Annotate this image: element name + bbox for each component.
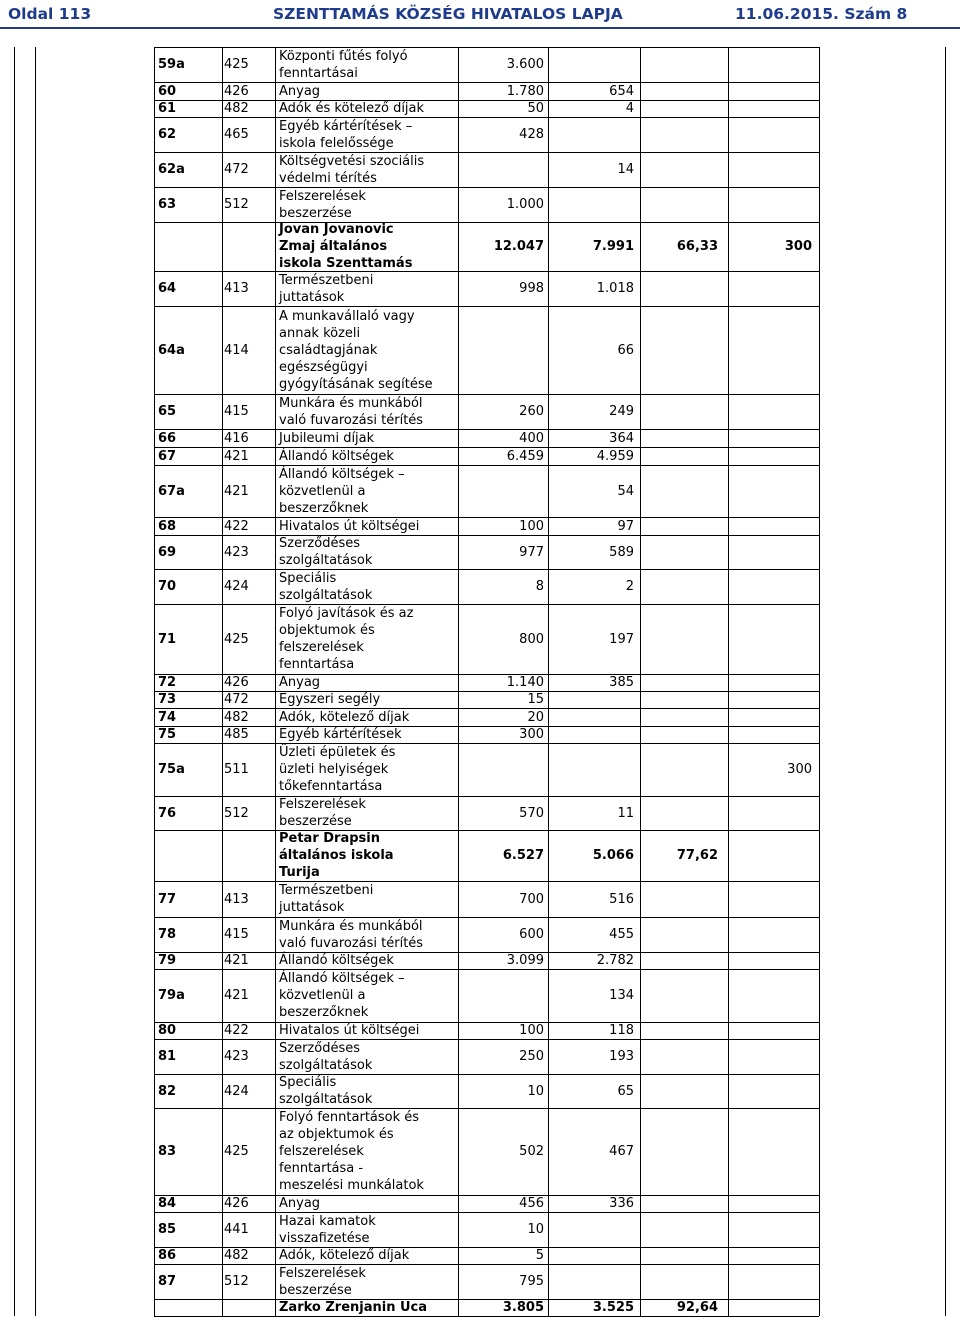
amount-plan: 800 [519, 631, 544, 647]
row-number: 81 [158, 1049, 177, 1064]
amount-percent: 92,64 [676, 1300, 718, 1315]
amount-realized: 97 [617, 518, 634, 534]
row-number: 59a [158, 57, 185, 72]
row-description: Jovan Jovanovic Zmaj általános iskola Szenttamás [279, 222, 413, 271]
row-description: Természetbeni juttatások [279, 883, 374, 915]
account-code: 426 [224, 1196, 249, 1211]
amount-plan: 100 [519, 518, 544, 534]
row-rule [154, 47, 819, 48]
amount-plan: 600 [519, 927, 544, 942]
row-description: Felszerelések beszerzése [279, 797, 366, 829]
row-rule [154, 569, 819, 570]
row-description: Hivatalos út költségei [279, 518, 420, 534]
amount-realized: 2 [625, 579, 634, 594]
row-number: 68 [158, 518, 177, 534]
account-code: 422 [224, 1023, 249, 1038]
row-rule [154, 465, 819, 466]
amount-realized: 118 [609, 1023, 634, 1038]
row-description: Anyag [279, 83, 321, 99]
account-code: 485 [224, 727, 249, 742]
account-code: 421 [224, 448, 249, 464]
header-page-number: Oldal 113 [8, 5, 92, 23]
row-description: Természetbeni juttatások [279, 272, 374, 305]
row-description: Szerződéses szolgáltatások [279, 1040, 373, 1073]
amount-realized: 364 [609, 430, 634, 446]
row-description: Hivatalos út költségei [279, 1023, 420, 1038]
account-code: 472 [224, 162, 249, 177]
row-rule [154, 1316, 819, 1317]
column-rule [14, 47, 15, 1316]
row-description: Egyéb kártérítések [279, 727, 402, 742]
row-number: 67a [158, 483, 185, 499]
row-description: Anyag [279, 675, 321, 690]
row-number: 77 [158, 891, 177, 907]
row-rule [154, 187, 819, 188]
row-number: 62a [158, 162, 185, 177]
amount-plan: 10 [527, 1222, 544, 1237]
amount-realized: 455 [609, 927, 634, 942]
row-rule [154, 152, 819, 153]
amount-realized: 336 [609, 1196, 634, 1211]
row-number: 69 [158, 544, 177, 560]
account-code: 423 [224, 1049, 249, 1064]
amount-plan: 12.047 [493, 239, 544, 254]
row-description: Munkára és munkából való fuvarozási térítés [279, 395, 424, 428]
row-number: 64a [158, 342, 185, 358]
row-rule [154, 830, 819, 831]
column-rule [35, 47, 36, 1316]
row-number: 76 [158, 805, 177, 821]
account-code: 421 [224, 483, 249, 499]
amount-percent: 66,33 [676, 239, 718, 254]
row-rule [154, 222, 819, 223]
row-number: 87 [158, 1274, 177, 1289]
account-code: 512 [224, 1274, 249, 1289]
amount-realized: 4.959 [596, 448, 634, 464]
row-number: 80 [158, 1023, 177, 1038]
account-code: 416 [224, 430, 249, 446]
account-code: 482 [224, 709, 249, 725]
amount-realized: 65 [617, 1083, 634, 1099]
account-code: 422 [224, 518, 249, 534]
amount-plan: 428 [519, 127, 544, 142]
account-code: 425 [224, 57, 249, 72]
account-code: 415 [224, 927, 249, 942]
amount-plan: 20 [527, 709, 544, 725]
column-rule [154, 47, 155, 1316]
row-number: 62 [158, 127, 177, 142]
row-rule [154, 796, 819, 797]
row-number: 67 [158, 448, 177, 464]
amount-plan: 300 [519, 727, 544, 742]
row-description: Petar Drapsin általános iskola Turija [279, 831, 394, 880]
row-description: Folyó javítások és az objektumok és felszerelések fenntartása [279, 606, 414, 672]
row-number: 72 [158, 675, 177, 690]
amount-realized: 654 [609, 83, 634, 99]
amount-realized: 249 [609, 404, 634, 419]
account-code: 512 [224, 197, 249, 212]
amount-extra: 300 [787, 762, 812, 777]
account-code: 482 [224, 101, 249, 116]
amount-plan: 10 [527, 1083, 544, 1099]
amount-plan: 50 [527, 101, 544, 116]
account-code: 413 [224, 281, 249, 296]
amount-realized: 3.525 [592, 1300, 634, 1315]
row-description: Adók, kötelező díjak [279, 709, 410, 725]
account-code: 426 [224, 83, 249, 99]
amount-plan: 8 [535, 579, 544, 594]
row-number: 85 [158, 1222, 177, 1237]
row-rule [154, 394, 819, 395]
account-code: 421 [224, 988, 249, 1003]
row-description: Jubileumi díjak [279, 430, 375, 446]
amount-extra: 300 [784, 239, 812, 254]
row-number: 78 [158, 927, 177, 942]
row-rule [154, 743, 819, 744]
amount-plan: 1.000 [506, 197, 544, 212]
amount-realized: 54 [617, 483, 634, 499]
amount-plan: 1.140 [506, 675, 544, 690]
row-rule [154, 306, 819, 307]
amount-realized: 516 [609, 891, 634, 907]
row-rule [154, 881, 819, 882]
row-description: Adók, kötelező díjak [279, 1248, 410, 1263]
row-rule [154, 1039, 819, 1040]
account-code: 511 [224, 762, 249, 777]
row-rule [154, 1074, 819, 1075]
amount-realized: 467 [609, 1144, 634, 1159]
amount-plan: 502 [519, 1144, 544, 1159]
amount-realized: 385 [609, 675, 634, 690]
amount-plan: 400 [519, 430, 544, 446]
account-code: 424 [224, 1083, 249, 1099]
row-rule [154, 271, 819, 272]
row-rule [154, 1212, 819, 1213]
amount-realized: 2.782 [596, 953, 634, 968]
account-code: 482 [224, 1248, 249, 1263]
amount-realized: 66 [617, 342, 634, 358]
row-number: 73 [158, 692, 177, 707]
amount-realized: 193 [609, 1049, 634, 1064]
row-description: Adók és kötelező díjak [279, 101, 425, 116]
amount-plan: 3.805 [502, 1300, 544, 1315]
row-description: Állandó költségek – közvetlenül a beszerzőknek [279, 971, 405, 1020]
row-number: 65 [158, 404, 177, 419]
row-rule [154, 969, 819, 970]
row-number: 75a [158, 762, 185, 777]
column-rule [275, 47, 276, 1316]
account-code: 414 [224, 342, 249, 358]
row-description: Szerződéses szolgáltatások [279, 536, 373, 568]
row-description: Hazai kamatok visszafizetése [279, 1213, 376, 1246]
row-rule [154, 604, 819, 605]
account-code: 512 [224, 805, 249, 821]
amount-plan: 570 [519, 805, 544, 821]
row-description: A munkavállaló vagy annak közeli családtagjának egészségügyi gyógyításának segítése [279, 308, 433, 392]
row-number: 71 [158, 631, 177, 647]
row-rule [154, 1108, 819, 1109]
header-date-issue: 11.06.2015. Szám 8 [735, 5, 908, 23]
amount-plan: 977 [519, 544, 544, 560]
account-code: 424 [224, 579, 249, 594]
row-number: 63 [158, 197, 177, 212]
account-code: 441 [224, 1222, 249, 1237]
amount-percent: 77,62 [676, 848, 718, 863]
amount-plan: 998 [519, 281, 544, 296]
row-number: 61 [158, 101, 177, 116]
amount-realized: 14 [617, 162, 634, 177]
row-description: Költségvetési szociális védelmi térítés [279, 153, 425, 186]
row-description: Folyó fenntartások és az objektumok és felszerelések fenntartása - meszelési munkálatok [279, 1110, 424, 1193]
account-code: 421 [224, 953, 249, 968]
row-rule [154, 1264, 819, 1265]
column-rule [945, 47, 946, 1316]
row-number: 79a [158, 988, 185, 1003]
row-number: 86 [158, 1248, 177, 1263]
account-code: 472 [224, 692, 249, 707]
amount-plan: 6.527 [502, 848, 544, 863]
row-description: Munkára és munkából való fuvarozási térítés [279, 918, 424, 951]
row-number: 60 [158, 83, 177, 99]
amount-plan: 795 [519, 1274, 544, 1289]
account-code: 423 [224, 544, 249, 560]
row-description: Anyag [279, 1196, 321, 1211]
row-description: Egyéb kártérítések – iskola felelőssége [279, 118, 413, 151]
row-number: 74 [158, 709, 177, 725]
column-rule [222, 47, 223, 1316]
row-rule [154, 917, 819, 918]
amount-plan: 5 [535, 1248, 544, 1263]
row-rule [154, 117, 819, 118]
account-code: 465 [224, 127, 249, 142]
amount-plan: 15 [527, 692, 544, 707]
account-code: 425 [224, 631, 249, 647]
amount-plan: 3.099 [506, 953, 544, 968]
account-code: 413 [224, 891, 249, 907]
account-code: 425 [224, 1144, 249, 1159]
row-description: Zarko Zrenjanin Uca [279, 1300, 428, 1315]
amount-plan: 250 [519, 1049, 544, 1064]
row-number: 75 [158, 727, 177, 742]
column-rule [819, 47, 820, 1316]
row-description: Központi fűtés folyó fenntartásai [279, 48, 408, 81]
row-number: 64 [158, 281, 177, 296]
amount-plan: 100 [519, 1023, 544, 1038]
row-description: Egyszeri segély [279, 692, 381, 707]
row-description: Speciális szolgáltatások [279, 570, 373, 603]
row-description: Üzleti épületek és üzleti helyiségek tőkefenntartása [279, 745, 396, 794]
account-code: 426 [224, 675, 249, 690]
amount-realized: 11 [617, 805, 634, 821]
amount-plan: 700 [519, 891, 544, 907]
amount-plan: 1.780 [506, 83, 544, 99]
row-description: Állandó költségek [279, 448, 394, 464]
amount-plan: 260 [519, 404, 544, 419]
row-number: 66 [158, 430, 177, 446]
amount-realized: 589 [609, 544, 634, 560]
row-number: 83 [158, 1144, 177, 1159]
amount-plan: 6.459 [506, 448, 544, 464]
row-number: 70 [158, 579, 177, 594]
amount-realized: 4 [625, 101, 634, 116]
account-code: 415 [224, 404, 249, 419]
row-description: Speciális szolgáltatások [279, 1075, 373, 1107]
row-description: Állandó költségek [279, 953, 394, 968]
header-publication-title: SZENTTAMÁS KÖZSÉG HIVATALOS LAPJA [273, 5, 623, 23]
row-description: Felszerelések beszerzése [279, 188, 366, 221]
row-rule [154, 535, 819, 536]
amount-realized: 134 [609, 988, 634, 1003]
row-number: 79 [158, 953, 177, 968]
amount-realized: 1.018 [596, 281, 634, 296]
row-number: 84 [158, 1196, 177, 1211]
row-description: Felszerelések beszerzése [279, 1265, 366, 1298]
row-number: 82 [158, 1083, 177, 1099]
row-description: Állandó költségek – közvetlenül a beszerzőknek [279, 466, 405, 516]
amount-plan: 3.600 [506, 57, 544, 72]
amount-realized: 197 [609, 631, 634, 647]
amount-realized: 7.991 [592, 239, 634, 254]
amount-plan: 456 [519, 1196, 544, 1211]
amount-realized: 5.066 [592, 848, 634, 863]
